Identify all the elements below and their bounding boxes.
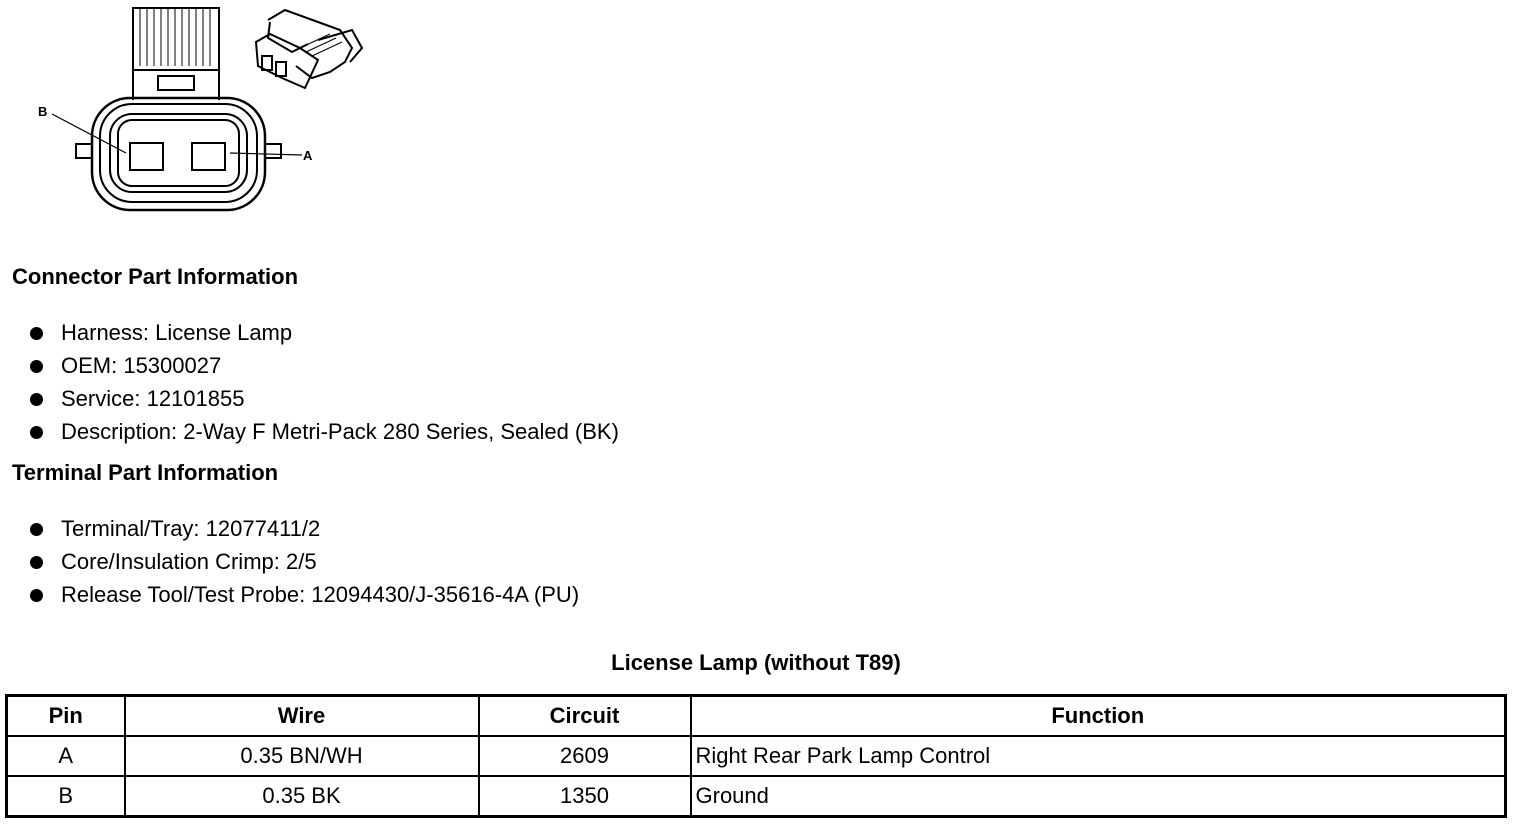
list-item: Description: 2-Way F Metri-Pack 280 Series, Sealed (BK)	[30, 415, 619, 448]
bullet-icon	[30, 523, 43, 536]
pinout-table	[5, 694, 1507, 818]
list-item: Release Tool/Test Probe: 12094430/J-35616-4A (PU)	[30, 578, 579, 611]
cell-function: Right Rear Park Lamp Control	[691, 736, 1506, 776]
table-title: License Lamp (without T89)	[611, 650, 901, 675]
list-item: Service: 12101855	[30, 382, 619, 415]
bullet-icon	[30, 426, 43, 439]
cell-circuit: 1350	[479, 776, 691, 817]
cell-wire: 0.35 BN/WH	[125, 736, 479, 776]
table-row	[7, 736, 1506, 776]
bullet-icon	[30, 556, 43, 569]
cell-circuit: 2609	[479, 736, 691, 776]
terminal-info-list	[30, 512, 579, 611]
connector-info-list	[30, 316, 619, 448]
header-circuit: Circuit	[479, 696, 691, 737]
list-item: Terminal/Tray: 12077411/2	[30, 512, 579, 545]
table-row	[7, 776, 1506, 817]
bullet-icon	[30, 327, 43, 340]
cell-pin: A	[7, 736, 125, 776]
header-pin: Pin	[7, 696, 125, 737]
cell-pin: B	[7, 776, 125, 817]
list-item: Harness: License Lamp	[30, 316, 619, 349]
connector-illustration	[0, 0, 400, 225]
pin-label-a: A	[303, 148, 313, 163]
pin-label-b: B	[38, 104, 48, 119]
bullet-icon	[30, 589, 43, 602]
bullet-icon	[30, 393, 43, 406]
list-item: OEM: 15300027	[30, 349, 619, 382]
cell-function: Ground	[691, 776, 1506, 817]
bullet-icon	[30, 360, 43, 373]
list-item: Core/Insulation Crimp: 2/5	[30, 545, 579, 578]
header-wire: Wire	[125, 696, 479, 737]
cell-wire: 0.35 BK	[125, 776, 479, 817]
table-header-row	[7, 696, 1506, 737]
connector-section-title: Connector Part Information	[12, 264, 299, 289]
header-function: Function	[691, 696, 1506, 737]
terminal-section-title: Terminal Part Information	[12, 460, 279, 485]
